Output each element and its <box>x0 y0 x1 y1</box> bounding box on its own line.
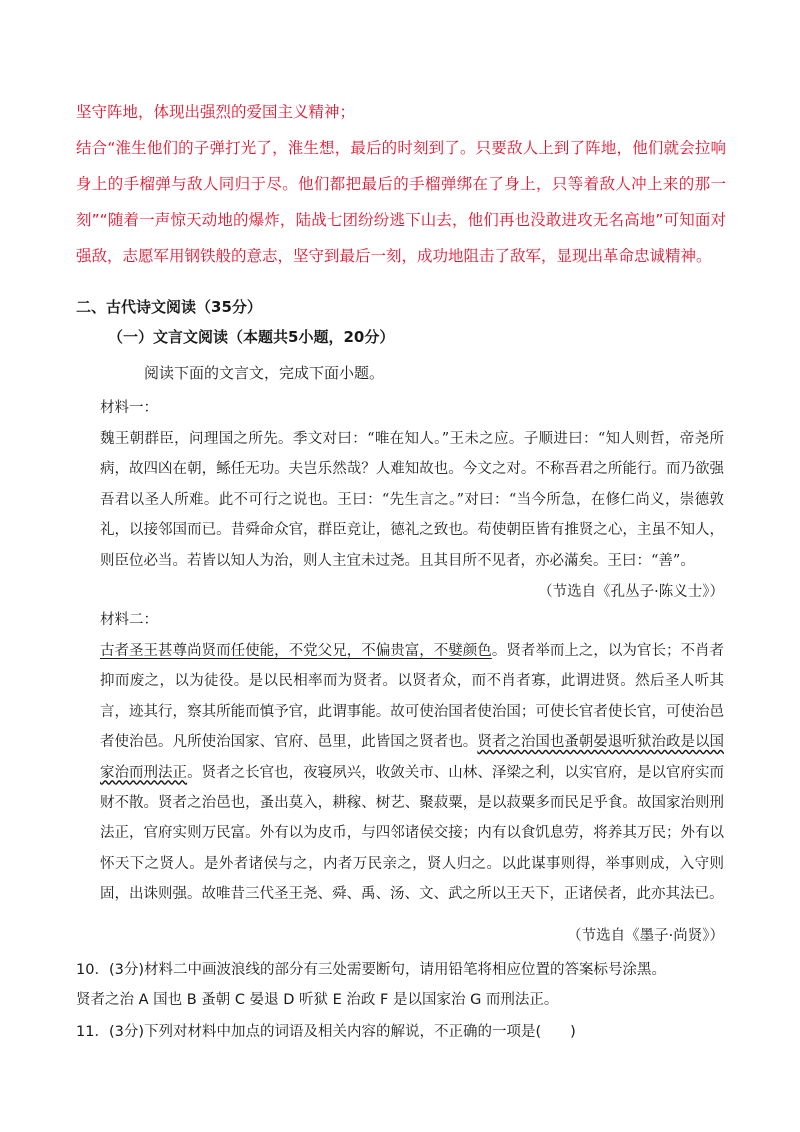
question-10-options: 贤者之治 A 国也 B 蚤朝 C 晏退 D 听狱 E 治政 F 是以国家治 G 而刑法正。 <box>76 992 559 1008</box>
material-1-text: 魏王朝群臣，问理国之所先。季文对曰：“唯在知人。”王未之应。子顺进曰：“知人则哲，帝尧所病，故四凶在朝，鲧任无功。夫岂乐然哉？人难知故也。今文之对。不称吾君之所能行。而乃欲强吾君以圣人所难。此不可行之说也。王曰：“先生言之。”对曰：“当今所急，在修仁尚义，崇德敦礼，以接邻国而已。昔舜命众官，群臣竞让，德礼之致也。苟使朝臣皆有推贤之心，主虽不知人，则臣位必当。若皆以知人为治，则人主宜未过尧。且其目所不见者，亦必滿矣。王曰：“善”。 <box>100 431 724 569</box>
answer-paragraph-2: 结合“淮生他们的子弹打光了，淮生想，最后的时刻到了。只要敌人上到了阵地，他们就会拉响身上的手榴弹与敌人同归于尽。他们都把最后的手榴弹绑在了身上，只等着敌人冲上来的那一刻”“随着一声惊天动地的爆炸，陆战七团纷纷逃下山去，他们再也没敢进攻无名高地”可知面对强敌，志愿军用钢铁般的意志，坚守到最后一刻，成功地阻击了敌军，显现出革命忠诚精神。 <box>76 139 726 265</box>
sub-title: （一）文言文阅读（本题共5小题，20分） <box>108 328 395 346</box>
wavy-underlined-sentence: 贤者之治国也蚤朝晏退听狱治政是以国家治而刑法正 <box>100 734 725 781</box>
material-1-source: （节选自《孔丛子·陈义士》） <box>538 584 724 600</box>
material-2-source: （节选自《墨子·尚贤》） <box>567 928 724 944</box>
material-2-part-1: 。贤者举而上之，以为官长；不肖者抑而废之，以为徒役。是以民相率而为贤者。以贤者众，而不肖者寡，此谓进贤。然后圣人听其言，迹其行，察其所能而慎予官，此谓事能。故可使治国者使治国；可使长官者使长官，可使治邑者使治邑。凡所使治国家、官府、邑里，此皆国之贤者也。 <box>100 643 725 751</box>
answer-analysis <box>76 94 726 274</box>
underlined-sentence: 古者圣王甚尊尚贤而任使能，不党父兄，不偏贵富，不嬖颜色 <box>100 643 492 659</box>
material-2-part-2: 。贤者之长官也，夜寝夙兴，收敛关市、山林、泽梁之利，以实官府，是以官府实而财不散。贤者之治邑也，蚤出莫入，耕稼、树艺、聚菽粟，是以菽粟多而民足乎食。故国家治则刑法正，官府实则万民富。外有以为皮币，与四邻诸侯交接；内有以食饥息劳，将养其万民；外有以怀天下之贤人。是外者诸侯与之，内者万民亲之，贤人归之。以此谋事则得，举事则成，入守则固，出诛则强。故唯昔三代圣王尧、舜、禹、汤、文、武之所以王天下，正诸侯者，此亦其法已。 <box>100 764 725 903</box>
material-2-text <box>100 636 724 910</box>
question-11-prompt: 11．(3分)下列对材料中加点的词语及相关内容的解说，不正确的一项是( ) <box>76 1024 576 1040</box>
material-1-label: 材料一： <box>100 400 158 416</box>
instruction: 阅读下面的文言文，完成下面小题。 <box>144 364 385 382</box>
question-10-prompt: 10．(3分)材料二中画波浪线的部分有三处需要断句，请用铅笔将相应位置的答案标号涂黑。 <box>76 962 666 978</box>
section-title: 二、古代诗文阅读（35分） <box>76 298 262 316</box>
material-2-label: 材料二： <box>100 612 158 628</box>
answer-line-1: 坚守阵地，体现出强烈的爱国主义精神； <box>76 103 356 121</box>
